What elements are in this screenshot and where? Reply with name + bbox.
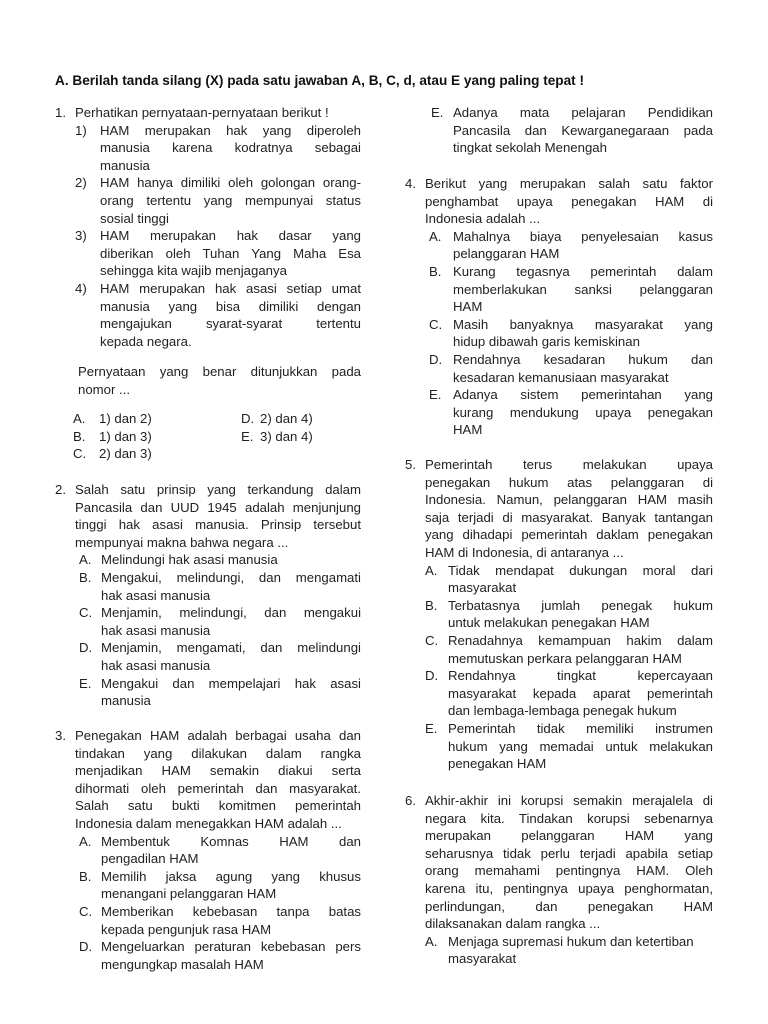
question-number: 5. — [405, 457, 416, 472]
question-prompt: Pernyataan yang benar ditunjukkan pada — [78, 364, 361, 379]
question-number: 1. — [55, 105, 66, 120]
question-prompt: nomor ... — [78, 381, 131, 397]
question-stem: Perhatikan pernyataan-pernyataan berikut ! — [75, 105, 329, 120]
question-number: 3. — [55, 728, 66, 743]
option-d[interactable]: D. 2) dan 4) — [241, 411, 313, 426]
option-b[interactable]: B. 1) dan 3) — [73, 428, 152, 444]
section-heading: A. Berilah tanda silang (X) pada satu jawaban A, B, C, d, atau E yang paling tepat ! — [55, 73, 584, 88]
question-number: 4. — [405, 176, 416, 191]
option-e[interactable]: E. 3) dan 4) — [241, 428, 313, 444]
question-number: 6. — [405, 793, 416, 808]
option-c[interactable]: C. 2) dan 3) — [73, 446, 152, 462]
option-a[interactable]: A. 1) dan 2) — [73, 411, 152, 426]
question-number: 2. — [55, 482, 66, 497]
worksheet-page: A. Berilah tanda silang (X) pada satu jawaban A, B, C, d, atau E yang paling tepat ! 1. Perhatikan pernyataan-pernyataan berikut ! 1) HAM merupakan hak yang diperoleh manusia karena kodratnya sebagai manusia 2) HAM hanya dimiliki oleh golongan orang- orang tertentu yang mempunyai status sosial tinggi 3) HAM merupakan hak dasar yang diberikan oleh Tuhan Yang Maha Esa sehingga kita wajib menjaganya 4) HAM merupakan hak asasi setiap umat manusia yang bisa dimiliki dengan mengajukan syarat-syarat tertentu kepada negara. Pernyataan yang benar ditunjukkan pada nomor ... A. 1) dan 2) B. 1) dan 3) C. 2) dan 3) D. 2) dan 4) E. 3) dan 4) 2. Salah satu prinsip yang terkandung dalam Pancasila dan UUD 1945 adalah menjunjung tinggi hak asasi manusia. Prinsip tersebut mempunyai makna bahwa negara ... A. Melindungi hak asasi manusia B. Mengakui, melindungi, dan mengamati hak asasi manusia C. Menjamin, melindungi, dan mengakui hak asasi manusia D. Menjamin, mengamati, dan melindungi hak asasi manusia E. Mengakui dan mempelajari hak asasi manusia 3. Penegakan HAM adalah berbagai usaha dan tindakan yang dilakukan dalam rangka menjadikan HAM semakin diakui serta dihormati oleh pemerintah dan masyarakat. Salah satu bukti komitmen pemerintah Indonesia dalam menegakkan HAM adalah ... A. Membentuk Komnas HAM dan pengadilan HAM B. Memilih jaksa agung yang khusus menangani pelanggaran HAM C. Memberikan kebebasan tanpa batas kepada pengunjuk rasa HAM D. Mengeluarkan peraturan kebebasan pers mengungkap masalah HAM E. Adanya mata pelajaran Pendidikan Pancasila dan Kewarganegaraan pada tingkat sekolah Menengah 4. Berikut yang merupakan salah satu faktor penghambat upaya penegakan HAM di Indonesia adalah ... A. Mahalnya biaya penyelesaian kasus pelanggaran HAM B. Kurang tegasnya pemerintah dalam memberlakukan sanksi pelanggaran HAM C. Masih banyaknya masyarakat yang hidup dibawah garis kemiskinan D. Rendahnya kesadaran hukum dan kesadaran kemanusiaan masyarakat E. Adanya sistem pemerintahan yang kurang mendukung upaya penegakan HAM 5. Pemerintah terus melakukan upaya penegakan hukum atas pelanggaran di Indonesia. Namun, pelanggaran HAM masih saja terjadi di masyarakat. Banyak tantangan yang dihadapi pemerintah daklam penegakan HAM di Indonesia, di antaranya ... A. Tidak mendapat dukungan moral dari masyarakat B. Terbatasnya jumlah penegak hukum untuk melakukan penegakan HAM C. Renadahnya kemampuan hakim dalam memutuskan perkara pelanggaran HAM D. Rendahnya tingkat kepercayaan masyarakat kepada aparat pemerintah dan lembaga-lembaga penegak hukum E. Pemerintah tidak memiliki instrumen hukum yang memadai untuk melakukan penegakan HAM 6. Akhir-akhir ini korupsi semakin merajalela di negara kita. Tindakan korupsi sebenarnya merupakan pelanggaran HAM yang seharusnya tidak perlu terjadi apabila setiap orang memahami pentingnya HAM. Oleh karena itu, pentingnya upaya penghormatan, perlindungan, dan penegakan HAM dilaksanakan dalam rangka ... A. Menjaga supremasi hukum dan ketertiban masyarakat — [0, 0, 768, 1024]
